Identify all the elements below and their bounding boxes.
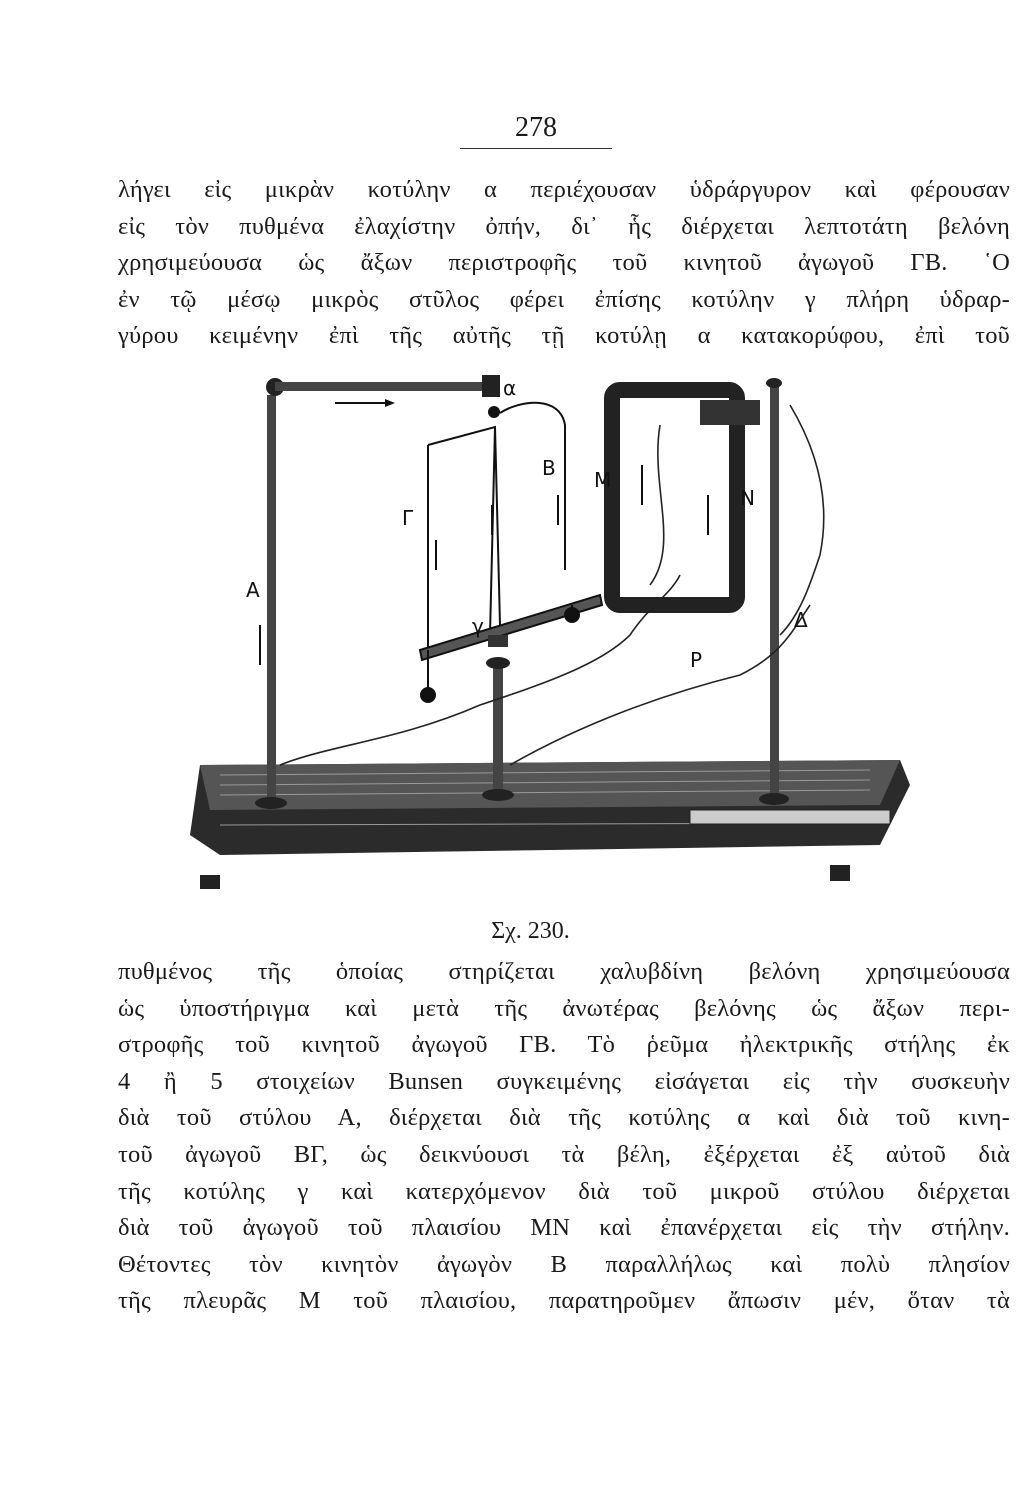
text-line: χρησιμεύουσα ὡς ἄξων περιστροφῆς τοῦ κινητοῦ ἀγωγοῦ ΓΒ. ῾Ο — [118, 249, 1010, 277]
post-d — [759, 378, 789, 805]
frame-mn — [612, 390, 760, 605]
text-line: στροφῆς τοῦ κινητοῦ ἀγωγοῦ ΓΒ. Τὸ ῥεῦμα ἠλεκτρικῆς στήλης ἐκ — [118, 1031, 1010, 1059]
text-line: διὰ τοῦ ἀγωγοῦ τοῦ πλαισίου ΜΝ καὶ ἐπανέρχεται εἰς τὴν στήλην. — [118, 1214, 1010, 1242]
figure-label-p: P — [690, 648, 703, 672]
text-line: τῆς κοτύλης γ καὶ κατερχόμενον διὰ τοῦ μικροῦ στύλου διέρχεται — [118, 1177, 1010, 1205]
figure-label-alpha: α — [503, 376, 517, 400]
figure-label-n: N — [740, 486, 755, 510]
text-line: λήγει εἰς μικρὰν κοτύλην α περιέχουσαν ὑδράργυρον καὶ φέρουσαν — [118, 176, 1010, 203]
top-paragraph — [118, 172, 1010, 355]
bottom-paragraph — [118, 954, 1010, 1320]
text-line: εἰς τὸν πυθμένα ἐλαχίστην ὀπήν, δι᾽ ἧς διέρχεται λεπτοτάτη βελόνη — [118, 212, 1010, 240]
figure-label-a: A — [246, 578, 260, 602]
wooden-base — [190, 760, 910, 889]
text-line: ἐν τῷ μέσῳ μικρὸς στῦλος φέρει ἐπίσης κοτύλην γ πλήρη ὑδραρ- — [118, 285, 1010, 313]
figure-caption: Σχ. 230. — [491, 918, 570, 944]
post-a — [255, 375, 500, 809]
figure-label-delta: Δ — [794, 608, 808, 632]
figure-label-gamma: Γ — [402, 506, 414, 530]
text-line: τῆς πλευρᾶς Μ τοῦ πλαισίου, παρατηροῦμεν ἄπωσιν μέν, ὅταν τὰ — [118, 1287, 1010, 1315]
page-number: 278 — [460, 112, 612, 149]
text-line: Θέτοντες τὸν κινητὸν ἀγωγὸν Β παραλλήλως καὶ πολὺ πλησίον — [118, 1250, 1010, 1278]
text-line: ὡς ὑποστήριγμα καὶ μετὰ τῆς ἀνωτέρας βελόνης ὡς ἄξων περι- — [118, 994, 1010, 1022]
movable-conductor — [420, 403, 602, 702]
text-line: διὰ τοῦ στύλου Α, διέρχεται διὰ τῆς κοτύλης α καὶ διὰ τοῦ κινη- — [118, 1104, 1010, 1132]
figure-label-b: B — [542, 456, 556, 480]
text-line: πυθμένος τῆς ὁποίας στηρίζεται χαλυβδίνη βελόνη χρησιμεύουσα — [118, 958, 1010, 985]
text-line: τοῦ ἀγωγοῦ ΒΓ, ὡς δεικνύουσι τὰ βέλη, ἐξέρχεται ἐξ αὐτοῦ διὰ — [118, 1140, 1010, 1168]
text-line: 4 ἢ 5 στοιχείων Bunsen συγκειμένης εἰσάγεται εἰς τὴν συσκευὴν — [118, 1067, 1010, 1095]
figure-label-small-gamma: γ — [472, 614, 484, 638]
text-line: γύρου κειμένην ἐπὶ τῆς αὐτῆς τῇ κοτύλῃ α κατακορύφου, ἐπὶ τοῦ — [118, 322, 1010, 350]
figure-label-m: M — [594, 468, 612, 492]
apparatus-illustration — [180, 365, 920, 910]
